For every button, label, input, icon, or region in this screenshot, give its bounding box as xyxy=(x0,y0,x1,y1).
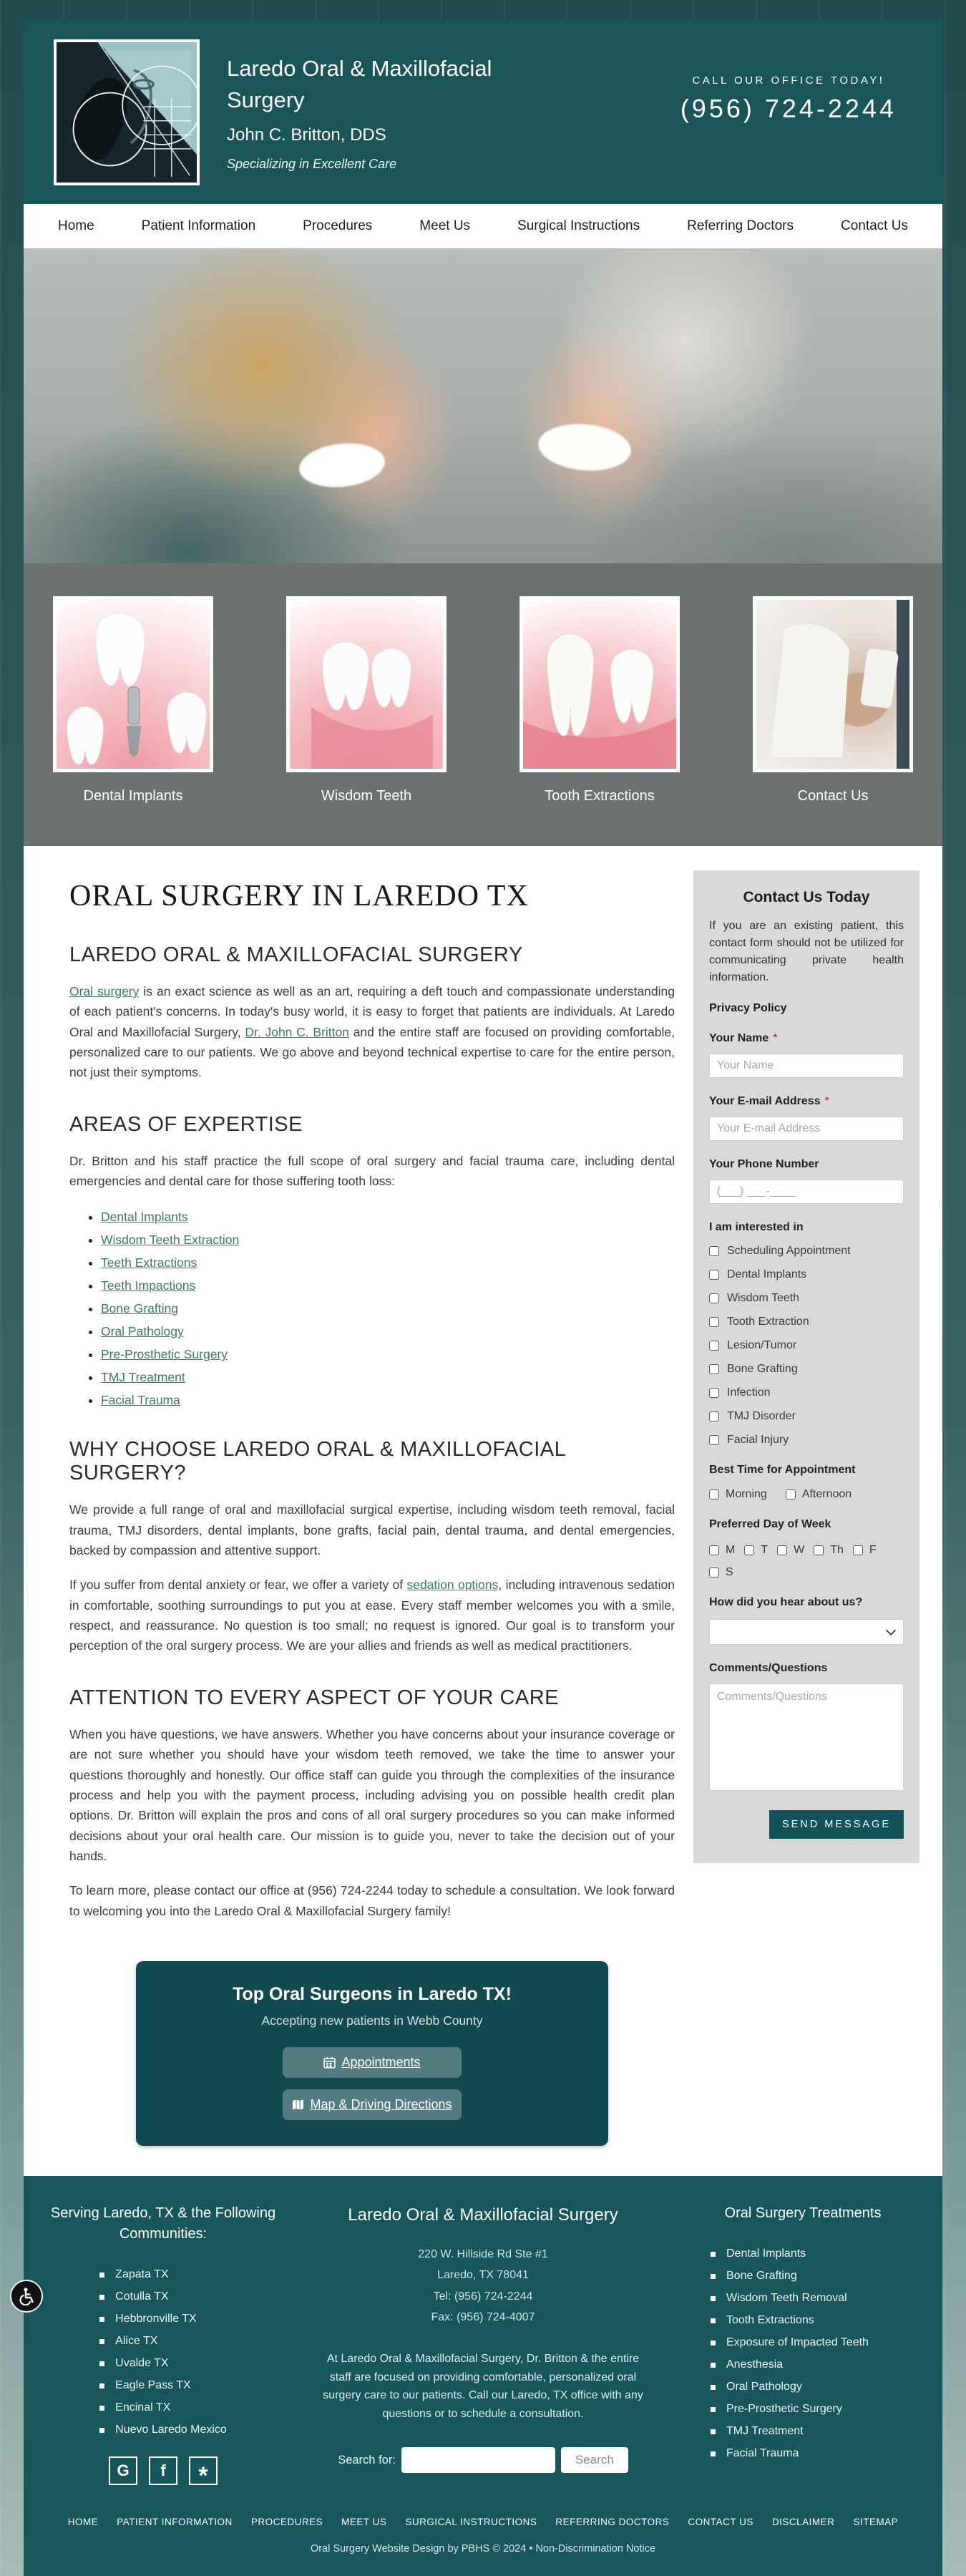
day-checkbox[interactable] xyxy=(777,1545,787,1555)
expertise-link[interactable]: Facial Trauma xyxy=(101,1393,180,1407)
preferred-day-label: Preferred Day of Week xyxy=(709,1518,904,1531)
treatment-item[interactable]: Exposure of Impacted Teeth xyxy=(711,2336,869,2349)
intro-text-post: and the entire staff are focused on providing comfortable, personalized care to our patients. We go above and beyond technical expertise to care for the entire person, not just their symptoms. xyxy=(69,1025,675,1080)
interest-option xyxy=(709,1245,904,1258)
day-option xyxy=(709,1566,733,1579)
practice-logo xyxy=(54,39,200,185)
footer-nav-link[interactable]: REFERRING DOCTORS xyxy=(555,2517,669,2527)
card-dental-implants[interactable] xyxy=(49,596,217,805)
wheelchair-icon xyxy=(17,2287,36,2305)
why-p2-pre: If you suffer from dental anxiety or fear, we offer a variety of xyxy=(69,1578,406,1592)
day-option-label: S xyxy=(726,1566,733,1579)
day-checkbox[interactable] xyxy=(744,1545,754,1555)
footer-nav-link[interactable]: HOME xyxy=(68,2517,99,2527)
nav-link[interactable]: Procedures xyxy=(303,218,372,234)
card-label[interactable]: Dental Implants xyxy=(49,788,217,805)
contact-us-image xyxy=(753,596,913,772)
day-checkbox[interactable] xyxy=(814,1545,824,1555)
logo-art-face-sketch xyxy=(57,42,197,183)
dental-implant-image xyxy=(53,596,213,772)
interest-checkbox[interactable] xyxy=(709,1341,719,1351)
nav-link[interactable]: Contact Us xyxy=(841,218,908,234)
expertise-link[interactable]: Teeth Extractions xyxy=(101,1255,197,1270)
search-label: Search for: xyxy=(338,2454,396,2467)
expertise-item xyxy=(101,1393,675,1408)
interest-checkbox[interactable] xyxy=(709,1246,719,1256)
interest-checkbox[interactable] xyxy=(709,1435,719,1445)
community-item[interactable]: Nuevo Laredo Mexico xyxy=(99,2424,227,2436)
day-option-label: Th xyxy=(830,1544,844,1557)
preferred-day-options xyxy=(709,1544,904,1579)
phone-label: Your Phone Number xyxy=(709,1158,904,1171)
feature-cards-strip xyxy=(24,563,942,846)
card-label[interactable]: Tooth Extractions xyxy=(516,788,683,805)
phone-number[interactable]: (956) 724-2244 xyxy=(680,94,897,124)
treatment-item[interactable]: Pre-Prosthetic Surgery xyxy=(711,2403,869,2416)
expertise-list xyxy=(101,1210,675,1408)
nav-link[interactable]: Home xyxy=(58,218,94,234)
interest-option xyxy=(709,1268,904,1281)
yelp-icon[interactable]: * xyxy=(189,2456,218,2485)
interest-checkbox[interactable] xyxy=(709,1270,719,1280)
header-text xyxy=(227,53,680,172)
expertise-link[interactable]: Bone Grafting xyxy=(101,1301,178,1316)
footer-nav-link[interactable]: SURGICAL INSTRUCTIONS xyxy=(405,2517,537,2527)
map-icon xyxy=(292,2099,304,2111)
community-item[interactable]: Encinal TX xyxy=(99,2401,227,2414)
nav-link[interactable]: Referring Doctors xyxy=(687,218,794,234)
contact-form-sidebar xyxy=(693,870,919,1863)
expertise-item xyxy=(101,1301,675,1316)
wisdom-teeth-image xyxy=(286,596,447,772)
intro-text-mid: is an exact science as well as an art, requiring a deft touch and compassionate understanding of each patient's concerns. In today's busy world, it is easy to forget that patients are individuals. At Laredo Oral and Maxillofacial Surgery, xyxy=(69,984,675,1039)
footer-blurb: At Laredo Oral & Maxillofacial Surgery, Dr. Britton & the entire staff are focused on providing comfortable, personalized oral surgery care to our patients. Call our Laredo, TX office with any questions or to schedule a consultation. xyxy=(315,2350,651,2423)
telephone[interactable]: Tel: (956) 724-2244 xyxy=(315,2286,651,2308)
nav-link[interactable]: Meet Us xyxy=(419,218,470,234)
footer-nav-link[interactable]: SITEMAP xyxy=(853,2517,898,2527)
page-title: ORAL SURGERY IN LAREDO TX xyxy=(69,879,675,913)
interest-option-label: Wisdom Teeth xyxy=(727,1292,799,1305)
interest-option-label: Scheduling Appointment xyxy=(727,1245,851,1258)
footer-nav-link[interactable]: PROCEDURES xyxy=(251,2517,323,2527)
interest-checkbox[interactable] xyxy=(709,1411,719,1421)
interest-checkbox[interactable] xyxy=(709,1388,719,1398)
copyright-text: Oral Surgery Website Design by PBHS © 2024 • xyxy=(311,2543,536,2555)
footer-practice-column xyxy=(315,2203,651,2485)
treatment-item[interactable]: Oral Pathology xyxy=(711,2381,869,2393)
community-item[interactable]: Uvalde TX xyxy=(99,2357,227,2370)
treatment-item[interactable]: Wisdom Teeth Removal xyxy=(711,2292,869,2305)
hear-about-label: How did you hear about us? xyxy=(709,1596,904,1609)
day-checkbox[interactable] xyxy=(709,1568,719,1578)
footer-nav-link[interactable]: MEET US xyxy=(341,2517,386,2527)
page-container xyxy=(24,19,942,2576)
day-option xyxy=(744,1544,768,1557)
treatments-heading: Oral Surgery Treatments xyxy=(685,2203,921,2224)
search-button[interactable]: Search xyxy=(561,2447,628,2473)
community-item[interactable]: Cotulla TX xyxy=(99,2290,227,2303)
day-checkbox[interactable] xyxy=(853,1545,863,1555)
attention-paragraph-1: When you have questions, we have answers. Whether you have concerns about your insurance coverage or are not sure whether you should have your wisdom teeth removed, we take the time to answer your questions thoroughly and honestly. Our office staff can guide you through the complexities of the insurance process and help you with the payment process, including advising you on possible health credit plan options. Dr. Britton will explain the pros and cons of all oral surgery procedures so you can make informed decisions about your oral health care. Our mission is to guide you, never to take the decision out of your hands. xyxy=(69,1724,675,1866)
interest-checkbox[interactable] xyxy=(709,1364,719,1374)
time-checkbox[interactable] xyxy=(709,1489,719,1500)
expertise-intro: Dr. Britton and his staff practice the full scope of oral surgery and facial trauma care, including dental emergencies and dental care for those suffering tooth loss: xyxy=(69,1151,675,1192)
name-field[interactable] xyxy=(709,1054,904,1078)
search-input[interactable] xyxy=(401,2447,555,2473)
hear-about-select-wrap xyxy=(709,1619,904,1645)
content-column xyxy=(69,846,693,2146)
tooth-extraction-image xyxy=(519,596,680,772)
interested-label: I am interested in xyxy=(709,1221,904,1234)
footer-copyright xyxy=(45,2527,921,2576)
phone-field[interactable] xyxy=(709,1180,904,1204)
card-wisdom-teeth[interactable] xyxy=(283,596,450,805)
call-label: CALL OUR OFFICE TODAY! xyxy=(680,74,897,87)
expertise-link[interactable]: Teeth Impactions xyxy=(101,1278,195,1293)
main-nav xyxy=(24,204,942,248)
community-item[interactable]: Zapata TX xyxy=(99,2268,227,2281)
expertise-item xyxy=(101,1370,675,1385)
expertise-link[interactable]: Oral Pathology xyxy=(101,1324,184,1338)
hero-photo-smiling-couple xyxy=(24,248,942,563)
header-call-block xyxy=(680,74,897,124)
required-asterisk: * xyxy=(825,1095,829,1107)
site-header xyxy=(24,19,942,204)
treatment-item[interactable]: Anesthesia xyxy=(711,2358,869,2371)
calendar-icon xyxy=(323,2056,336,2069)
footer-nav xyxy=(45,2517,921,2527)
hear-about-select[interactable] xyxy=(709,1619,904,1645)
form-title: Contact Us Today xyxy=(709,889,904,906)
interest-option xyxy=(709,1410,904,1423)
card-label[interactable]: Wisdom Teeth xyxy=(283,788,450,805)
interest-option-label: Infection xyxy=(727,1386,770,1399)
footer-nav-link[interactable]: CONTACT US xyxy=(688,2517,753,2527)
cta-subtitle: Accepting new patients in Webb County xyxy=(157,2013,587,2028)
expertise-item xyxy=(101,1255,675,1270)
expertise-heading: AREAS OF EXPERTISE xyxy=(69,1113,675,1137)
email-field[interactable] xyxy=(709,1117,904,1141)
footer-practice-name: Laredo Oral & Maxillofacial Surgery xyxy=(315,2203,651,2228)
expertise-link[interactable]: Wisdom Teeth Extraction xyxy=(101,1233,239,1247)
best-time-options xyxy=(709,1488,904,1501)
map-directions-button[interactable] xyxy=(283,2089,462,2120)
attention-paragraph-2: To learn more, please contact our office at (956) 724-2244 today to schedule a consultation. We look forward to welcoming you into the Laredo Oral & Maxillofacial Surgery family! xyxy=(69,1880,675,1921)
site-footer xyxy=(24,2176,942,2576)
card-tooth-extractions[interactable] xyxy=(516,596,683,805)
interest-checkbox[interactable] xyxy=(709,1293,719,1303)
interest-option xyxy=(709,1386,904,1399)
comments-label: Comments/Questions xyxy=(709,1662,904,1675)
send-message-button[interactable]: SEND MESSAGE xyxy=(769,1810,904,1839)
fax: Fax: (956) 724-4007 xyxy=(315,2307,651,2328)
expertise-link[interactable]: Pre-Prosthetic Surgery xyxy=(101,1347,228,1361)
comments-field[interactable] xyxy=(709,1683,904,1791)
interest-checkbox-list xyxy=(709,1245,904,1447)
why-p2-post: , including intravenous sedation in comfortable, soothing surroundings to put you at ease. Every staff member welcomes you with a smile, respect, and reassurance. No question is too small; no request is ignored. Our goal is to transform your perception of the oral surgery process. We are your allies and friends as well as medical practitioners. xyxy=(69,1578,675,1653)
time-option-label: Morning xyxy=(726,1488,767,1501)
interest-option xyxy=(709,1363,904,1376)
interest-option-label: Tooth Extraction xyxy=(727,1316,809,1328)
interest-option-label: TMJ Disorder xyxy=(727,1410,796,1423)
nav-link[interactable]: Surgical Instructions xyxy=(517,218,640,234)
address-line-1: 220 W. Hillside Rd Ste #1 xyxy=(315,2244,651,2265)
expertise-item xyxy=(101,1210,675,1225)
time-checkbox[interactable] xyxy=(786,1489,796,1500)
card-contact-us[interactable] xyxy=(749,596,917,805)
google-icon[interactable]: G xyxy=(109,2456,137,2485)
site-title: Laredo Oral & Maxillofacial Surgery xyxy=(227,53,556,115)
expertise-item xyxy=(101,1347,675,1362)
why-heading: WHY CHOOSE LAREDO ORAL & MAXILLOFACIAL SURGERY? xyxy=(69,1438,675,1485)
day-checkbox[interactable] xyxy=(709,1545,719,1555)
why-paragraph-2 xyxy=(69,1575,675,1656)
required-asterisk: * xyxy=(773,1032,777,1044)
accessibility-widget-button[interactable] xyxy=(10,2280,43,2313)
treatment-item[interactable]: Tooth Extractions xyxy=(711,2314,869,2327)
best-time-label: Best Time for Appointment xyxy=(709,1464,904,1477)
interest-option-label: Bone Grafting xyxy=(727,1363,798,1376)
oral-surgery-link[interactable]: Oral surgery xyxy=(69,984,139,998)
time-option-label: Afternoon xyxy=(802,1488,852,1501)
address-line-2: Laredo, TX 78041 xyxy=(315,2265,651,2286)
treatment-item[interactable]: Dental Implants xyxy=(711,2247,869,2260)
community-item[interactable]: Alice TX xyxy=(99,2335,227,2348)
expertise-link[interactable]: TMJ Treatment xyxy=(101,1370,185,1384)
interest-option xyxy=(709,1434,904,1447)
treatments-list xyxy=(711,2238,869,2460)
search-row xyxy=(315,2447,651,2473)
privacy-policy-link[interactable]: Privacy Policy xyxy=(709,1002,787,1015)
nav-link[interactable]: Patient Information xyxy=(142,218,255,234)
footer-treatments-column xyxy=(685,2203,921,2485)
interest-option xyxy=(709,1292,904,1305)
communities-heading: Serving Laredo, TX & the Following Communities: xyxy=(45,2203,281,2245)
community-item[interactable]: Hebbronville TX xyxy=(99,2313,227,2325)
day-option-label: F xyxy=(869,1544,877,1557)
map-directions-button-label: Map & Driving Directions xyxy=(310,2097,452,2112)
facebook-icon[interactable]: f xyxy=(149,2456,177,2485)
attention-heading: ATTENTION TO EVERY ASPECT OF YOUR CARE xyxy=(69,1686,675,1710)
name-label: Your Name * xyxy=(709,1032,904,1045)
day-option-label: W xyxy=(794,1544,804,1557)
interest-option-label: Dental Implants xyxy=(727,1268,806,1281)
email-label: Your E-mail Address * xyxy=(709,1095,904,1108)
cta-title: Top Oral Surgeons in Laredo TX! xyxy=(157,1984,587,2005)
interest-option-label: Facial Injury xyxy=(727,1434,789,1447)
treatment-item[interactable]: Facial Trauma xyxy=(711,2447,869,2460)
footer-nav-link[interactable]: PATIENT INFORMATION xyxy=(117,2517,233,2527)
footer-communities-column xyxy=(45,2203,281,2485)
treatment-item[interactable]: Bone Grafting xyxy=(711,2270,869,2283)
practice-address xyxy=(315,2244,651,2328)
main-area xyxy=(24,846,942,2176)
community-item[interactable]: Eagle Pass TX xyxy=(99,2379,227,2392)
interest-option xyxy=(709,1339,904,1352)
doctor-name: John C. Britton, DDS xyxy=(227,125,680,145)
treatment-item[interactable]: TMJ Treatment xyxy=(711,2425,869,2438)
dr-britton-link[interactable]: Dr. John C. Britton xyxy=(245,1025,349,1039)
communities-list xyxy=(99,2259,227,2436)
expertise-item xyxy=(101,1278,675,1293)
cta-box xyxy=(136,1961,608,2146)
non-discrimination-link[interactable]: Non-Discrimination Notice xyxy=(535,2543,655,2555)
card-label[interactable]: Contact Us xyxy=(749,788,917,805)
expertise-item xyxy=(101,1233,675,1248)
interest-option xyxy=(709,1316,904,1328)
tagline: Specializing in Excellent Care xyxy=(227,157,680,172)
footer-nav-link[interactable]: DISCLAIMER xyxy=(772,2517,835,2527)
sedation-options-link[interactable]: sedation options xyxy=(406,1578,498,1592)
appointments-button[interactable] xyxy=(283,2047,462,2078)
interest-checkbox[interactable] xyxy=(709,1317,719,1327)
day-option xyxy=(777,1544,804,1557)
intro-paragraph xyxy=(69,981,675,1083)
time-option xyxy=(709,1488,767,1501)
day-option xyxy=(814,1544,844,1557)
appointments-button-label: Appointments xyxy=(341,2055,420,2070)
day-option-label: T xyxy=(761,1544,768,1557)
interest-option-label: Lesion/Tumor xyxy=(727,1339,796,1352)
expertise-item xyxy=(101,1324,675,1339)
form-note: If you are an existing patient, this contact form should not be utilized for communicating private health information. xyxy=(709,918,904,986)
why-paragraph-1: We provide a full range of oral and maxillofacial surgical expertise, including wisdom teeth removal, facial trauma, TMJ disorders, dental implants, bone grafts, facial pain, dental trauma, and dental emergencies, backed by compassion and attentive support. xyxy=(69,1500,675,1560)
day-option xyxy=(709,1544,735,1557)
time-option xyxy=(786,1488,852,1501)
expertise-link[interactable]: Dental Implants xyxy=(101,1210,188,1224)
social-icons-row xyxy=(45,2456,281,2485)
intro-heading: LAREDO ORAL & MAXILLOFACIAL SURGERY xyxy=(69,943,675,967)
day-option-label: M xyxy=(726,1544,735,1557)
day-option xyxy=(853,1544,877,1557)
